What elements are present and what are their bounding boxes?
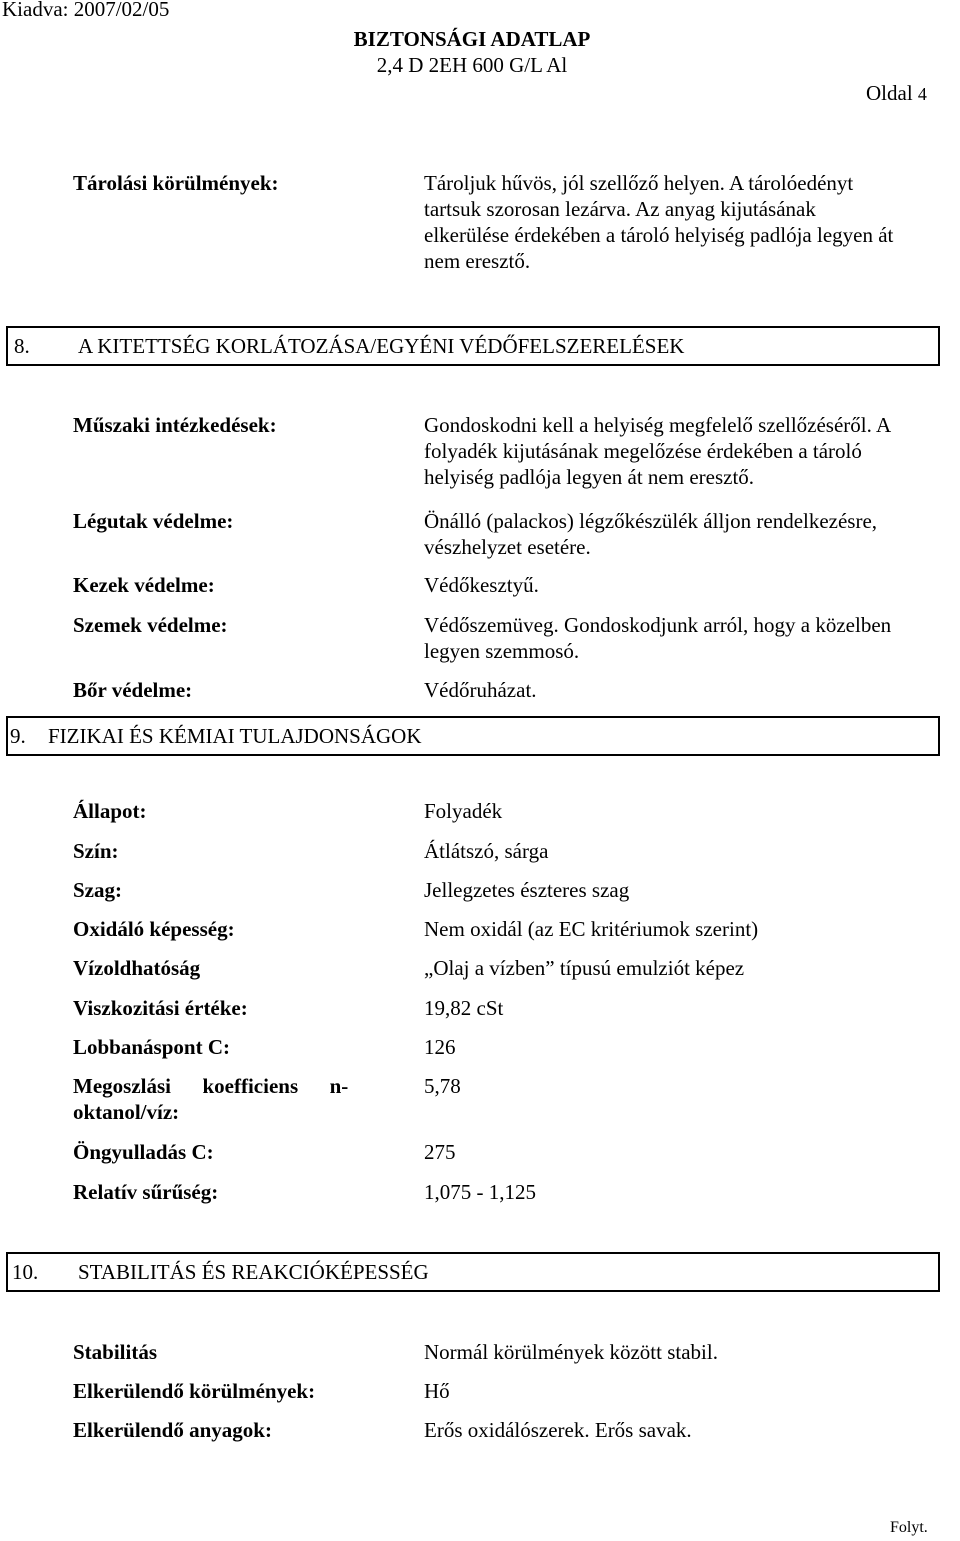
odor-label: Szag: <box>73 878 122 902</box>
oxidizing-value: Nem oxidál (az EC kritériumok szerint) <box>424 917 759 941</box>
section-9-title: FIZIKAI ÉS KÉMIAI TULAJDONSÁGOK <box>48 724 422 748</box>
conditions-to-avoid-label: Elkerülendő körülmények: <box>73 1379 316 1403</box>
relative-density-value: 1,075 - 1,125 <box>424 1180 536 1204</box>
state-value: Folyadék <box>424 799 503 823</box>
storage-line-1: Tároljuk hűvös, jól szellőző helyen. A tárolóedényt <box>424 171 854 195</box>
partition-coefficient-value: 5,78 <box>424 1074 461 1098</box>
document-title: BIZTONSÁGI ADATLAP <box>353 27 591 51</box>
issue-date: Kiadva: 2007/02/05 <box>2 0 170 21</box>
page-indicator <box>866 80 927 107</box>
relative-density-label: Relatív sűrűség: <box>73 1180 219 1204</box>
partition-coefficient-label-1: Megoszlási koefficiens n- <box>73 1074 349 1098</box>
color-value: Átlátszó, sárga <box>424 839 549 863</box>
viscosity-label: Viszkozitási értéke: <box>73 996 248 1020</box>
eye-protection-line-1: Védőszemüveg. Gondoskodjunk arról, hogy a közelben <box>424 613 892 637</box>
storage-line-4: nem eresztő. <box>424 249 531 273</box>
hand-protection-value: Védőkesztyű. <box>424 573 539 597</box>
technical-measures-line-3: helyiség padlója legyen át nem eresztő. <box>424 465 755 489</box>
section-10-header <box>6 1252 940 1292</box>
flash-point-label: Lobbanáspont C: <box>73 1035 230 1059</box>
oxidizing-label: Oxidáló képesség: <box>73 917 235 941</box>
stability-label: Stabilitás <box>73 1340 158 1364</box>
section-10-title: STABILITÁS ÉS REAKCIÓKÉPESSÉG <box>78 1260 429 1284</box>
storage-line-2: tartsuk szorosan lezárva. Az anyag kijutásának <box>424 197 816 221</box>
section-10-number: 10. <box>12 1260 39 1284</box>
flash-point-value: 126 <box>424 1035 456 1059</box>
conditions-to-avoid-value: Hő <box>424 1379 450 1403</box>
technical-measures-line-2: folyadék kijutásának megelőzése érdekében a tároló <box>424 439 862 463</box>
stability-value: Normál körülmények között stabil. <box>424 1340 718 1364</box>
respiratory-protection-line-1: Önálló (palackos) légzőkészülék álljon rendelkezésre, <box>424 509 878 533</box>
odor-value: Jellegzetes észteres szag <box>424 878 630 902</box>
materials-to-avoid-value: Erős oxidálószerek. Erős savak. <box>424 1418 692 1442</box>
skin-protection-label: Bőr védelme: <box>73 678 193 702</box>
materials-to-avoid-label: Elkerülendő anyagok: <box>73 1418 272 1442</box>
respiratory-protection-label: Légutak védelme: <box>73 509 234 533</box>
autoignition-label: Öngyulladás C: <box>73 1140 214 1164</box>
product-name: 2,4 D 2EH 600 G/L Al <box>376 53 568 77</box>
section-9-number: 9. <box>10 724 26 748</box>
storage-label: Tárolási körülmények: <box>73 171 279 195</box>
skin-protection-value: Védőruházat. <box>424 678 537 702</box>
section-8-header <box>6 326 940 366</box>
page-label: Oldal <box>866 81 913 105</box>
viscosity-value: 19,82 cSt <box>424 996 504 1020</box>
eye-protection-line-2: legyen szemmosó. <box>424 639 580 663</box>
section-9-header <box>6 716 940 756</box>
autoignition-value: 275 <box>424 1140 456 1164</box>
technical-measures-line-1: Gondoskodni kell a helyiség megfelelő szellőzéséről. A <box>424 413 892 437</box>
technical-measures-label: Műszaki intézkedések: <box>73 413 277 437</box>
section-8-title: A KITETTSÉG KORLÁTOZÁSA/EGYÉNI VÉDŐFELSZERELÉSEK <box>78 334 685 358</box>
partition-coefficient-label-2: oktanol/víz: <box>73 1100 180 1124</box>
water-solubility-value: „Olaj a vízben” típusú emulziót képez <box>424 956 745 980</box>
continued-note: Folyt. <box>890 1519 928 1536</box>
hand-protection-label: Kezek védelme: <box>73 573 215 597</box>
section-8-number: 8. <box>14 334 30 358</box>
color-label: Szín: <box>73 839 119 863</box>
water-solubility-label: Vízoldhatóság <box>73 956 201 980</box>
state-label: Állapot: <box>73 799 147 823</box>
eye-protection-label: Szemek védelme: <box>73 613 228 637</box>
storage-line-3: elkerülése érdekében a tároló helyiség padlója legyen át <box>424 223 894 247</box>
respiratory-protection-line-2: vészhelyzet esetére. <box>424 535 591 559</box>
page-number: 4 <box>917 84 927 104</box>
